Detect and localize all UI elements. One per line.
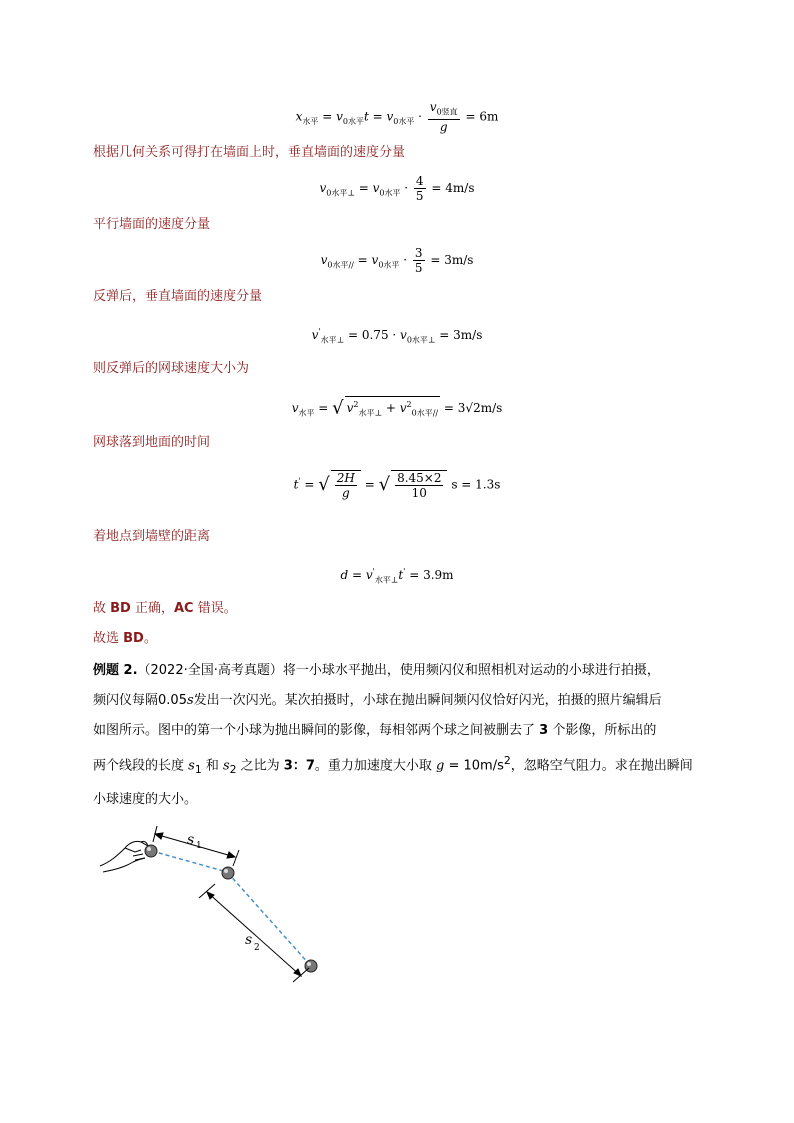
text-line-4: 则反弹后的网球速度大小为 bbox=[93, 361, 250, 376]
example-p2a: 频闪仪每隔 bbox=[93, 693, 159, 708]
eq2-v: v bbox=[372, 181, 380, 195]
example-label: 例题 2. bbox=[93, 663, 138, 678]
eq1-rhs: = 6m bbox=[465, 109, 499, 124]
example-p5: 小球速度的大小。 bbox=[93, 791, 198, 807]
dashed-segment-1 bbox=[152, 851, 227, 872]
example-p4d: ，忽略空气阻力。求在抛出瞬间 bbox=[510, 758, 693, 774]
eq6-radicand-1 bbox=[331, 470, 361, 500]
equation-horizontal-distance: $x_{水平} = v_{0水平}t = v_{0水平}$ · $\frac{v_{0竖直}}{g}$ = 6m bbox=[295, 100, 499, 135]
example-gsup: 2 bbox=[503, 754, 511, 767]
eq3-den: 5 bbox=[414, 261, 423, 275]
radical-sign: √ bbox=[318, 474, 330, 495]
eq1-t: t bbox=[363, 109, 369, 124]
equation-rebound-component bbox=[0, 324, 794, 348]
s2-dimension bbox=[199, 884, 309, 982]
eq1-v: v bbox=[336, 109, 343, 124]
example-line-3 bbox=[93, 716, 703, 746]
text-line-8 bbox=[93, 630, 157, 648]
text-line-7 bbox=[93, 600, 237, 618]
line8-pre: 故选 bbox=[93, 631, 124, 646]
example-line-5 bbox=[93, 785, 703, 815]
eq1-num: v bbox=[429, 100, 437, 114]
eq1-num-sub: 0竖直 bbox=[436, 107, 458, 117]
example-p4c: 。重力加速度大小取 bbox=[314, 758, 437, 774]
eq3-fraction bbox=[413, 246, 425, 275]
eq5-radicand: $v^2_{水平\perp} + v^2_{0水平//}$ bbox=[345, 396, 440, 421]
eq5-r2: v bbox=[399, 401, 407, 415]
s1-sub: 1 bbox=[196, 841, 202, 851]
equation-rebound-speed: $v_{水平}$ = √ $v^2_{水平\perp} + v^2_{0水平//} = 3√2m/s$ bbox=[0, 396, 794, 422]
eq4-lhs-sub: 水平⊥ bbox=[320, 335, 345, 345]
eq7-v-sub: 水平⊥ bbox=[374, 575, 399, 585]
projectile-figure bbox=[95, 822, 335, 992]
example-p4b: 之比为 bbox=[236, 758, 284, 774]
eq3-v-sub: 0水平 bbox=[378, 260, 400, 270]
s2-label: s bbox=[245, 932, 253, 948]
eq7-lhs: d = bbox=[340, 568, 366, 582]
example-ratio: 3：7 bbox=[283, 758, 315, 774]
eq6-num2: 8.45×2 bbox=[397, 471, 442, 485]
eq3-lhs-sub: 0水平// bbox=[327, 260, 354, 270]
line8-post: 。 bbox=[143, 631, 157, 646]
example-p4a: 两个线段的长度 bbox=[93, 758, 189, 774]
eq4-v: v bbox=[400, 328, 407, 342]
ball-2 bbox=[222, 867, 234, 879]
eq2-lhs: v bbox=[319, 181, 327, 195]
example-s1-sub: 1 bbox=[194, 762, 202, 776]
eq7-t-sup: ' bbox=[403, 567, 406, 576]
eq5-r2-sup: 2 bbox=[406, 400, 412, 409]
eq1-v2-sub: 0水平 bbox=[393, 117, 415, 127]
line7-mid: 正确， bbox=[130, 601, 174, 616]
eq1-lhs: x bbox=[295, 109, 303, 124]
example-line-4 bbox=[93, 746, 703, 785]
eq7-rhs: = 3.9m bbox=[409, 568, 454, 582]
eq4-lhs: v bbox=[311, 328, 319, 342]
eq3-rhs: = 3m/s bbox=[430, 253, 474, 267]
line7-bd: BD bbox=[110, 601, 131, 616]
example-s2-sub: 2 bbox=[229, 762, 237, 776]
eq7-v-sup: ' bbox=[372, 567, 375, 576]
eq5-rhs: = 3√2m/s bbox=[443, 401, 503, 416]
ball-1 bbox=[145, 845, 157, 857]
example-gval: = 10m/s bbox=[444, 758, 504, 774]
example-s1: s bbox=[188, 758, 195, 774]
eq3-num: 3 bbox=[414, 246, 423, 260]
example-p2-val: 0.05 bbox=[158, 693, 187, 708]
eq1-lhs-sub: 水平 bbox=[302, 117, 319, 127]
example-2-problem bbox=[93, 656, 703, 815]
line7-pre: 故 bbox=[93, 601, 111, 616]
text-line-5: 网球落到地面的时间 bbox=[93, 435, 211, 450]
text-line-6: 着地点到墙壁的距离 bbox=[93, 529, 211, 544]
example-g: g bbox=[436, 758, 445, 774]
eq6-den2: 10 bbox=[411, 486, 427, 500]
dashed-segment-2 bbox=[228, 873, 310, 965]
example-line-2 bbox=[93, 686, 703, 716]
equation-fall-time: t' = √ $\frac{2H}{g}$ = √ $\frac{8.45\times 2}{10}$ s = 1.3s bbox=[293, 471, 501, 500]
text-line-1: 根据几何关系可得打在墙面上时，垂直墙面的速度分量 bbox=[93, 145, 406, 160]
example-p1: （2022·全国·高考真题）将一小球水平抛出，使用频闪仪和照相机对运动的小球进行拍摄， bbox=[137, 663, 660, 678]
eq6-rhs: s = 1.3s bbox=[451, 477, 501, 492]
equation-landing-distance bbox=[0, 564, 794, 588]
radical-sign: √ bbox=[378, 474, 391, 495]
example-p2-unit: s bbox=[186, 693, 194, 708]
example-line-1 bbox=[93, 656, 703, 686]
line7-post: 错误。 bbox=[193, 601, 237, 616]
hand-icon bbox=[100, 841, 151, 872]
eq4-v-sub: 0水平⊥ bbox=[406, 335, 436, 345]
eq7-v: v bbox=[365, 568, 373, 582]
text-line-3: 反弹后，垂直墙面的速度分量 bbox=[93, 289, 263, 304]
example-and: 和 bbox=[201, 758, 223, 774]
radical-sign: √ bbox=[332, 397, 344, 419]
eq6-lhs-sup: ' bbox=[298, 476, 301, 486]
eq5-lhs: v bbox=[291, 401, 299, 416]
eq5-r2-sub: 0水平// bbox=[411, 408, 439, 418]
eq2-lhs-sub: 0水平⊥ bbox=[326, 188, 355, 198]
eq1-fraction bbox=[428, 100, 460, 134]
equation-parallel-component: $v_{0水平//} = v_{0水平}$ · $\frac{3}{5}$ = 3m/s bbox=[320, 246, 474, 275]
text-line-2: 平行墙面的速度分量 bbox=[93, 217, 211, 232]
example-s2: s bbox=[222, 758, 230, 774]
line7-ac: AC bbox=[173, 601, 194, 616]
example-p3b: 个影像，所标出的 bbox=[548, 723, 657, 738]
eq4-mid: = 0.75 · bbox=[347, 328, 397, 342]
s2-sub: 2 bbox=[254, 943, 260, 953]
eq6-num1: 2H bbox=[336, 471, 355, 485]
example-p2b: 发出一次闪光。某次拍摄时，小球在抛出瞬间频闪仪恰好闪光，拍摄的照片编辑后 bbox=[193, 693, 662, 708]
eq4-lhs-sup: ' bbox=[318, 327, 321, 336]
line8-bd: BD bbox=[123, 631, 144, 646]
s1-label: s bbox=[187, 832, 195, 848]
eq3-lhs: v bbox=[320, 253, 328, 267]
eq2-den: 5 bbox=[415, 189, 424, 203]
eq6-lhs: t bbox=[293, 477, 299, 492]
eq4-rhs: = 3m/s bbox=[439, 328, 483, 342]
eq5-r1: v bbox=[346, 401, 354, 415]
eq2-rhs: = 4m/s bbox=[431, 181, 475, 195]
eq6-den1: g bbox=[341, 486, 350, 500]
eq2-fraction bbox=[414, 174, 426, 203]
eq1-den: g bbox=[439, 120, 448, 135]
eq1-v-sub: 0水平 bbox=[342, 117, 364, 127]
example-p3-num: 3 bbox=[539, 723, 549, 738]
eq5-r1-sub: 水平⊥ bbox=[358, 408, 383, 418]
eq5-lhs-sub: 水平 bbox=[298, 408, 315, 418]
eq3-v: v bbox=[371, 253, 379, 267]
eq7-t: t bbox=[398, 568, 404, 582]
equation-perpendicular-component: $v_{0水平\perp} = v_{0水平}$ · $\frac{4}{5}$ = 4m/s bbox=[319, 174, 475, 203]
example-p3a: 如图所示。图中的第一个小球为抛出瞬间的影像，每相邻两个球之间被删去了 bbox=[93, 723, 540, 738]
eq6-radicand-2 bbox=[391, 470, 447, 500]
eq2-v-sub: 0水平 bbox=[379, 188, 401, 198]
eq5-r1-sup: 2 bbox=[353, 400, 359, 409]
eq2-num: 4 bbox=[415, 174, 424, 188]
eq1-v2: v bbox=[386, 109, 394, 124]
